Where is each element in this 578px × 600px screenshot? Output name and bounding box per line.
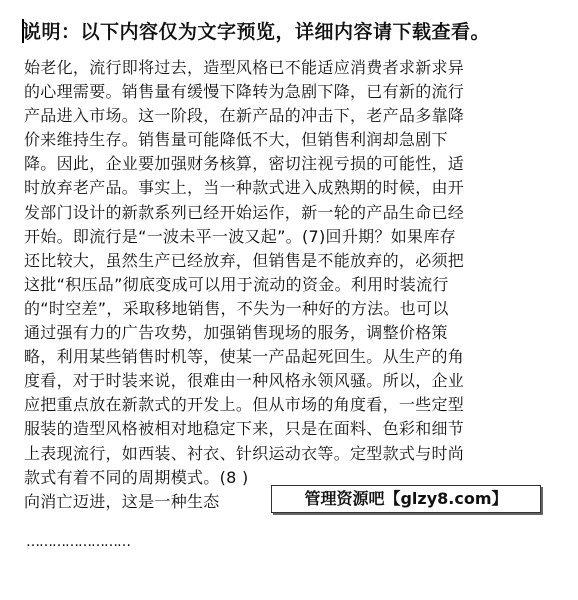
text-line: 降。因此，企业要加强财务核算，密切注视亏损的可能性，适	[24, 154, 465, 174]
text-line: 略，利用某些销售时机等，使某一产品起死回生。从生产的角	[24, 347, 465, 367]
text-line: 向消亡迈进，这是一种生态	[24, 491, 220, 511]
text-line: 时放弃老产品。事实上，当一种款式进入成熟期的时候，由开	[24, 178, 465, 198]
document-body	[24, 56, 560, 514]
text-line: 应把重点放在新款式的开发上。但从市场的角度看，一些定型	[24, 395, 465, 415]
truncation-ellipsis: ……………………	[26, 534, 130, 550]
text-line: 的“时空差”，采取移地销售，不失为一种好的方法。也可以	[24, 298, 449, 318]
preview-notice: 说明：以下内容仅为文字预览，详细内容请下载查看。	[22, 21, 491, 43]
text-line: 产品进入市场。这一阶段，在新产品的冲击下，老产品多靠降	[24, 106, 465, 126]
text-line: 始老化，流行即将过去，造型风格已不能适应消费者求新求异	[24, 58, 465, 77]
text-line: 款式有着不同的周期模式。(8 )	[24, 467, 249, 487]
text-line: 还比较大，虽然生产已经放弃，但销售是不能放弃的，必须把	[24, 250, 465, 270]
text-line: 价来维持生存。销售量可能降低不大，但销售利润却急剧下	[24, 130, 448, 150]
text-line: 度看，对于时装来说，很难由一种风格永领风骚。所以，企业	[24, 371, 465, 391]
text-line: 开始。即流行是“一波未平一波又起”。(7)回升期？如果库存	[24, 226, 456, 246]
text-line: 上表现流行，如西装、衬衣、针织运动衣等。定型款式与时尚	[24, 443, 465, 463]
text-line: 服装的造型风格被相对地稳定下来，只是在面料、色彩和细节	[24, 419, 465, 439]
text-line: 发部门设计的新款系列已经开始运作，新一轮的产品生命已经	[24, 202, 465, 222]
watermark-banner: 管理资源吧【glzy8.com】	[271, 485, 541, 513]
text-line: 这批“积压品”彻底变成可以用于流动的资金。利用时装流行	[24, 274, 449, 294]
text-line: 通过强有力的广告攻势，加强销售现场的服务，调整价格策	[24, 323, 448, 343]
text-line: 的心理需要。销售量有缓慢下降转为急剧下降，已有新的流行	[24, 82, 465, 102]
